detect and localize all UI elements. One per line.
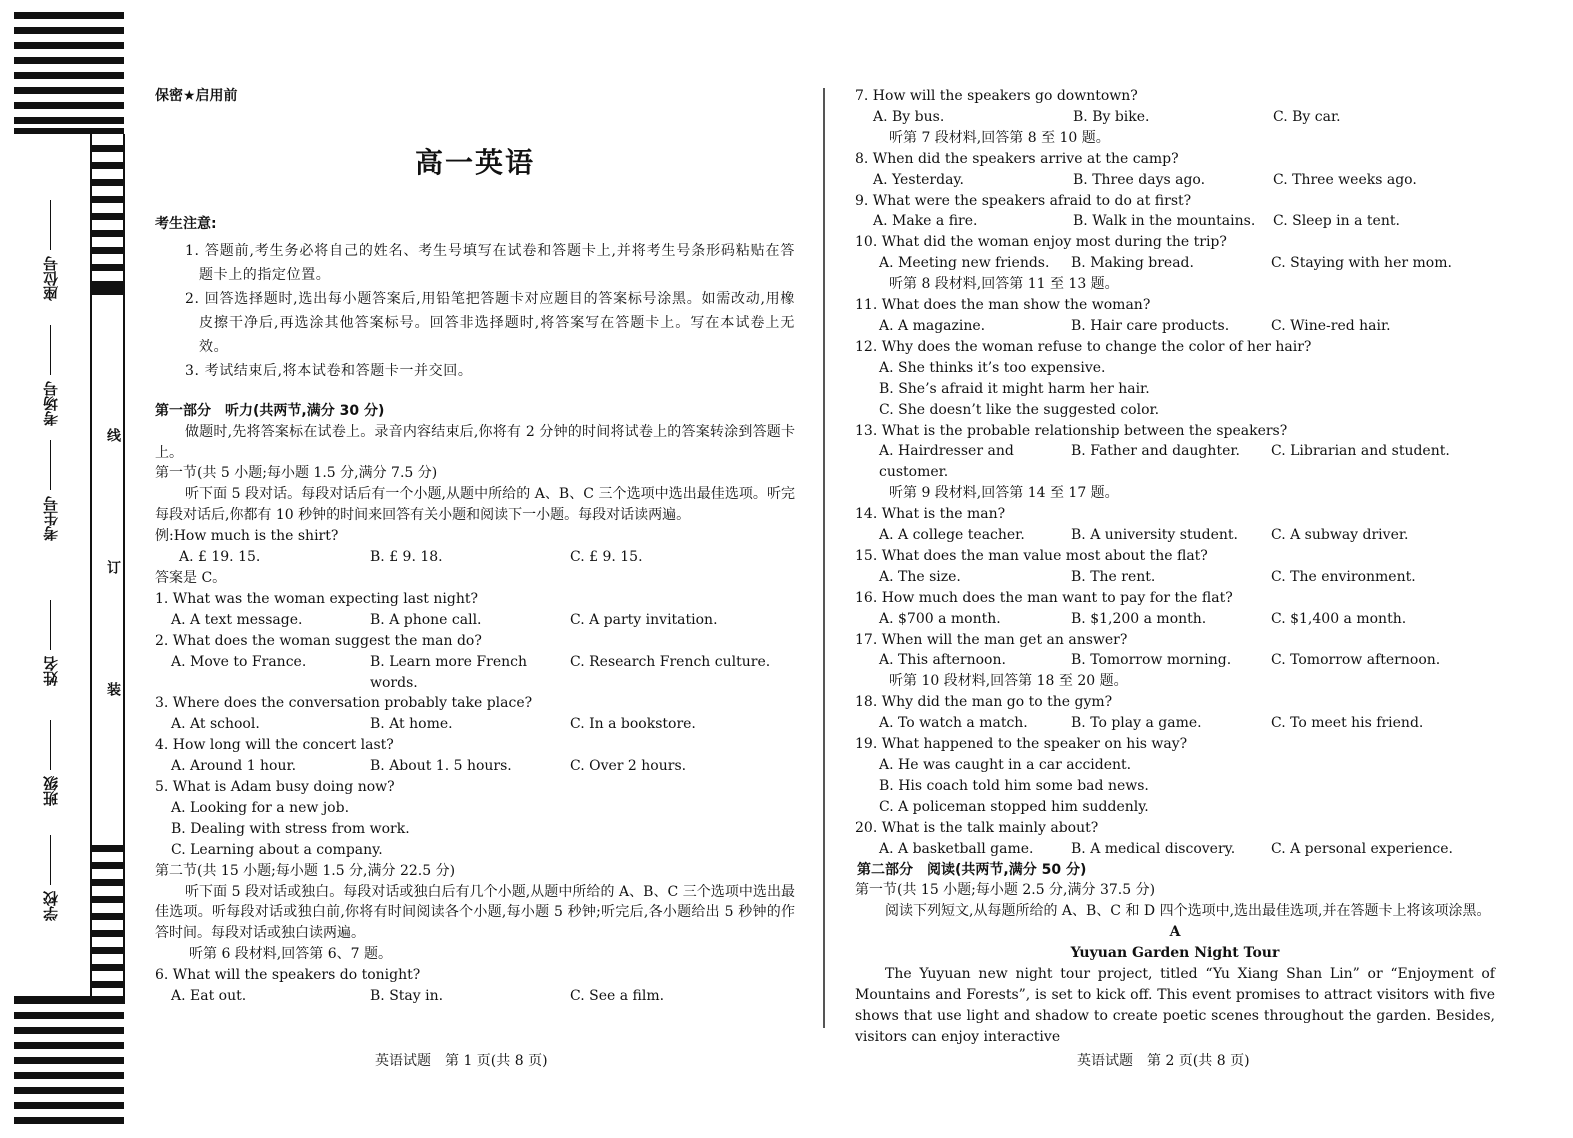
option[interactable]: A. He was caught in a car accident. bbox=[879, 757, 1132, 773]
option[interactable]: B. Making bread. bbox=[1071, 255, 1194, 272]
option[interactable]: B. Learn more French words. bbox=[370, 653, 527, 691]
option[interactable]: C. Sleep in a tent. bbox=[1273, 213, 1400, 230]
question-18: 18. Why did the man go to the gym? bbox=[855, 694, 1113, 711]
option[interactable]: A. A magazine. bbox=[879, 317, 986, 334]
question-7-options bbox=[855, 107, 1495, 128]
option[interactable]: B. Father and daughter. bbox=[1071, 443, 1240, 460]
question-15: 15. What does the man value most about the flat? bbox=[855, 547, 1208, 564]
question-3-options bbox=[155, 714, 795, 735]
notice-list bbox=[155, 239, 795, 383]
option[interactable]: A. To watch a match. bbox=[879, 715, 1028, 732]
option[interactable]: A. A college teacher. bbox=[879, 527, 1025, 544]
question-18-options bbox=[855, 713, 1495, 734]
section-one-instructions: 听下面 5 段对话。每段对话后有一个小题,从题中所给的 A、B、C 三个选项中选出最佳选项。听完每段对话后,你都有 10 秒钟的时间来回答有关小题和阅读下一小题。每段对话读两遍。 bbox=[155, 486, 795, 524]
option[interactable]: C. By car. bbox=[1273, 108, 1341, 125]
question-9: 9. What were the speakers afraid to do at first? bbox=[855, 192, 1192, 209]
option[interactable]: C. The environment. bbox=[1271, 568, 1416, 585]
exam-title: 高一英语 bbox=[414, 145, 535, 179]
option[interactable]: B. Walk in the mountains. bbox=[1073, 213, 1256, 230]
option[interactable]: A. Move to France. bbox=[171, 653, 307, 670]
option[interactable]: B. A phone call. bbox=[370, 611, 482, 628]
option[interactable]: C. Staying with her mom. bbox=[1271, 255, 1452, 272]
option[interactable]: B. By bike. bbox=[1073, 108, 1150, 125]
question-10-options bbox=[855, 253, 1495, 274]
reading-section-one-heading: 第一节(共 15 小题;每小题 2.5 分,满分 37.5 分) bbox=[855, 882, 1156, 899]
question-13: 13. What is the probable relationship between the speakers? bbox=[855, 422, 1288, 439]
reading-instructions: 阅读下列短文,从每题所给的 A、B、C 和 D 四个选项中,选出最佳选项,并在答题卡上将该项涂黑。 bbox=[885, 903, 1491, 920]
material-10-note: 听第 10 段材料,回答第 18 至 20 题。 bbox=[889, 673, 1128, 690]
option[interactable]: C. Research French culture. bbox=[570, 653, 771, 670]
question-20-options bbox=[855, 839, 1495, 860]
question-8: 8. When did the speakers arrive at the camp? bbox=[855, 150, 1179, 167]
option[interactable]: C. In a bookstore. bbox=[570, 716, 696, 733]
question-17: 17. When will the man get an answer? bbox=[855, 631, 1128, 648]
question-15-options bbox=[855, 567, 1495, 588]
question-4-options bbox=[155, 756, 795, 777]
option[interactable]: C. Learning about a company. bbox=[171, 841, 383, 858]
option[interactable]: A. Around 1 hour. bbox=[171, 758, 297, 775]
option[interactable]: B. At home. bbox=[370, 716, 453, 733]
option[interactable]: C. Three weeks ago. bbox=[1273, 171, 1417, 188]
question-11-options bbox=[855, 316, 1495, 337]
option[interactable]: A. Hairdresser and customer. bbox=[879, 443, 1014, 481]
option[interactable]: C. Tomorrow afternoon. bbox=[1271, 652, 1441, 669]
question-4: 4. How long will the concert last? bbox=[155, 737, 394, 754]
question-7: 7. How will the speakers go downtown? bbox=[855, 88, 1138, 104]
option[interactable]: B. To play a game. bbox=[1071, 715, 1202, 732]
notice-item: 1. 答题前,考生务必将自己的姓名、考生号填写在试卷和答题卡上,并将考生号条形码粘贴在答题卡上的指定位置。 bbox=[185, 242, 795, 283]
passage-text: The Yuyuan new night tour project, titled “Yu Xiang Shan Lin” or “Enjoyment of Mountains and Forests”, is set to kick off. This event promises to attract visitors with five shows that use light and shadow to create poetic scenes throughout the garden. Besides, visitors can enjoy interactive bbox=[855, 966, 1495, 1045]
cut-mark-staple: 装 bbox=[105, 682, 121, 696]
binding-strip bbox=[0, 0, 135, 1138]
field-candidate-number[interactable]: 考生号 bbox=[40, 440, 61, 541]
option[interactable]: C. £ 9. 15. bbox=[570, 549, 643, 566]
option[interactable]: A. Make a fire. bbox=[873, 213, 978, 230]
option[interactable]: C. $1,400 a month. bbox=[1271, 610, 1407, 627]
option[interactable]: B. $1,200 a month. bbox=[1071, 610, 1207, 627]
column-divider bbox=[823, 88, 825, 1028]
notice-item: 2. 回答选择题时,选出每小题答案后,用铅笔把答题卡对应题目的答案标号涂黑。如需改动,用橡皮擦干净后,再选涂其他答案标号。回答非选择题时,将答案写在答题卡上。写在本试卷上无效。 bbox=[185, 290, 795, 355]
option[interactable]: B. Hair care products. bbox=[1071, 317, 1230, 334]
option[interactable]: C. A subway driver. bbox=[1271, 527, 1409, 544]
part-one-heading: 第一部分 听力(共两节,满分 30 分) bbox=[155, 402, 385, 419]
material-9-note: 听第 9 段材料,回答第 14 至 17 题。 bbox=[889, 485, 1119, 502]
example-options bbox=[155, 547, 795, 568]
option[interactable]: B. £ 9. 18. bbox=[370, 549, 443, 566]
question-3: 3. Where does the conversation probably take place? bbox=[155, 695, 533, 712]
left-column bbox=[155, 86, 795, 1007]
question-9-options bbox=[855, 211, 1495, 232]
field-seat-number[interactable]: 座位号 bbox=[40, 200, 61, 301]
option[interactable]: A. Meeting new friends. bbox=[879, 255, 1050, 272]
field-name[interactable]: 姓名 bbox=[40, 600, 61, 686]
question-14-options bbox=[855, 525, 1495, 546]
option[interactable]: B. His coach told him some bad news. bbox=[879, 777, 1149, 794]
right-column bbox=[855, 86, 1495, 1048]
option[interactable]: C. She doesn’t like the suggested color. bbox=[879, 401, 1160, 418]
option[interactable]: C. A party invitation. bbox=[570, 611, 718, 628]
question-14: 14. What is the man? bbox=[855, 506, 1006, 523]
option[interactable]: A. Yesterday. bbox=[873, 171, 964, 188]
material-8-note: 听第 8 段材料,回答第 11 至 13 题。 bbox=[889, 276, 1119, 293]
cut-mark-line: 线 bbox=[105, 428, 121, 442]
notice-heading: 考生注意: bbox=[155, 215, 217, 232]
page-footer-2: 英语试题 第 2 页(共 8 页) bbox=[1077, 1053, 1250, 1069]
option[interactable]: C. A policeman stopped him suddenly. bbox=[879, 798, 1149, 815]
field-school[interactable]: 学校 bbox=[40, 835, 61, 921]
question-20: 20. What is the talk mainly about? bbox=[855, 819, 1099, 836]
question-17-options bbox=[855, 650, 1495, 671]
option[interactable]: C. Librarian and student. bbox=[1271, 443, 1450, 460]
option[interactable]: A. Looking for a new job. bbox=[171, 799, 350, 816]
question-11: 11. What does the man show the woman? bbox=[855, 297, 1151, 314]
page-footer-1: 英语试题 第 1 页(共 8 页) bbox=[375, 1053, 548, 1069]
option[interactable]: A. At school. bbox=[171, 716, 260, 733]
passage-title: Yuyuan Garden Night Tour bbox=[1070, 945, 1280, 962]
option[interactable]: B. Dealing with stress from work. bbox=[171, 820, 410, 837]
question-10: 10. What did the woman enjoy most during the trip? bbox=[855, 234, 1227, 251]
confidential-mark: 保密★启用前 bbox=[155, 88, 238, 104]
field-exam-room[interactable]: 考场号 bbox=[40, 325, 61, 426]
example-answer: 答案是 C。 bbox=[155, 569, 227, 586]
option[interactable]: C. Over 2 hours. bbox=[570, 758, 687, 775]
option[interactable]: B. About 1. 5 hours. bbox=[370, 758, 512, 775]
question-2-options bbox=[155, 652, 795, 694]
example-question: 例:How much is the shirt? bbox=[155, 528, 339, 545]
option[interactable]: A. $700 a month. bbox=[879, 610, 1001, 627]
part-one-instructions: 做题时,先将答案标在试卷上。录音内容结束后,你将有 2 分钟的时间将试卷上的答案转涂到答题卡上。 bbox=[155, 423, 795, 461]
option[interactable]: B. Tomorrow morning. bbox=[1071, 652, 1232, 669]
option[interactable]: A. A basketball game. bbox=[879, 840, 1034, 857]
cut-mark-bind: 订 bbox=[105, 560, 121, 574]
notice-item: 3. 考试结束后,将本试卷和答题卡一并交回。 bbox=[185, 362, 473, 379]
passage-letter: A bbox=[1169, 924, 1181, 941]
option[interactable]: A. By bus. bbox=[873, 108, 945, 125]
option[interactable]: A. Eat out. bbox=[171, 988, 247, 1005]
option[interactable]: C. A personal experience. bbox=[1271, 840, 1453, 857]
option[interactable]: B. A medical discovery. bbox=[1071, 840, 1236, 857]
option[interactable]: A. £ 19. 15. bbox=[179, 549, 261, 566]
question-16: 16. How much does the man want to pay for the flat? bbox=[855, 589, 1233, 606]
question-6: 6. What will the speakers do tonight? bbox=[155, 967, 421, 984]
part-two-heading: 第二部分 阅读(共两节,满分 50 分) bbox=[857, 861, 1087, 878]
question-8-options bbox=[855, 170, 1495, 191]
option[interactable]: B. Three days ago. bbox=[1073, 171, 1206, 188]
material-6-note: 听第 6 段材料,回答第 6、7 题。 bbox=[189, 946, 392, 963]
option[interactable]: B. Stay in. bbox=[370, 988, 444, 1005]
question-12: 12. Why does the woman refuse to change the color of her hair? bbox=[855, 338, 1312, 355]
option[interactable]: A. She thinks it’s too expensive. bbox=[879, 359, 1106, 376]
field-class[interactable]: 班级 bbox=[40, 720, 61, 806]
material-7-note: 听第 7 段材料,回答第 8 至 10 题。 bbox=[889, 129, 1110, 146]
option[interactable]: A. The size. bbox=[879, 568, 961, 585]
question-6-options bbox=[155, 986, 795, 1007]
option[interactable]: C. See a film. bbox=[570, 988, 665, 1005]
option[interactable]: C. Wine-red hair. bbox=[1271, 317, 1391, 334]
section-one-heading: 第一节(共 5 小题;每小题 1.5 分,满分 7.5 分) bbox=[155, 465, 438, 482]
section-two-instructions: 听下面 5 段对话或独白。每段对话或独白后有几个小题,从题中所给的 A、B、C 三个选项中选出最佳选项。听每段对话或独白前,你将有时间阅读各个小题,每小题 5 秒钟;听完后,各小题给出 5 秒钟的作答时间。每段对话或独白读两遍。 bbox=[155, 883, 795, 942]
question-2: 2. What does the woman suggest the man do? bbox=[155, 632, 482, 649]
option[interactable]: B. The rent. bbox=[1071, 568, 1156, 585]
section-two-heading: 第二节(共 15 小题;每小题 1.5 分,满分 22.5 分) bbox=[155, 862, 456, 879]
option[interactable]: A. A text message. bbox=[171, 611, 303, 628]
question-19: 19. What happened to the speaker on his way? bbox=[855, 736, 1188, 753]
option[interactable]: C. To meet his friend. bbox=[1271, 715, 1424, 732]
question-1: 1. What was the woman expecting last night? bbox=[155, 590, 478, 607]
question-1-options bbox=[155, 610, 795, 631]
option[interactable]: B. A university student. bbox=[1071, 527, 1238, 544]
question-13-options bbox=[855, 441, 1495, 483]
question-16-options bbox=[855, 609, 1495, 630]
option[interactable]: A. This afternoon. bbox=[879, 652, 1006, 669]
question-5: 5. What is Adam busy doing now? bbox=[155, 779, 395, 796]
option[interactable]: B. She’s afraid it might harm her hair. bbox=[879, 380, 1150, 397]
